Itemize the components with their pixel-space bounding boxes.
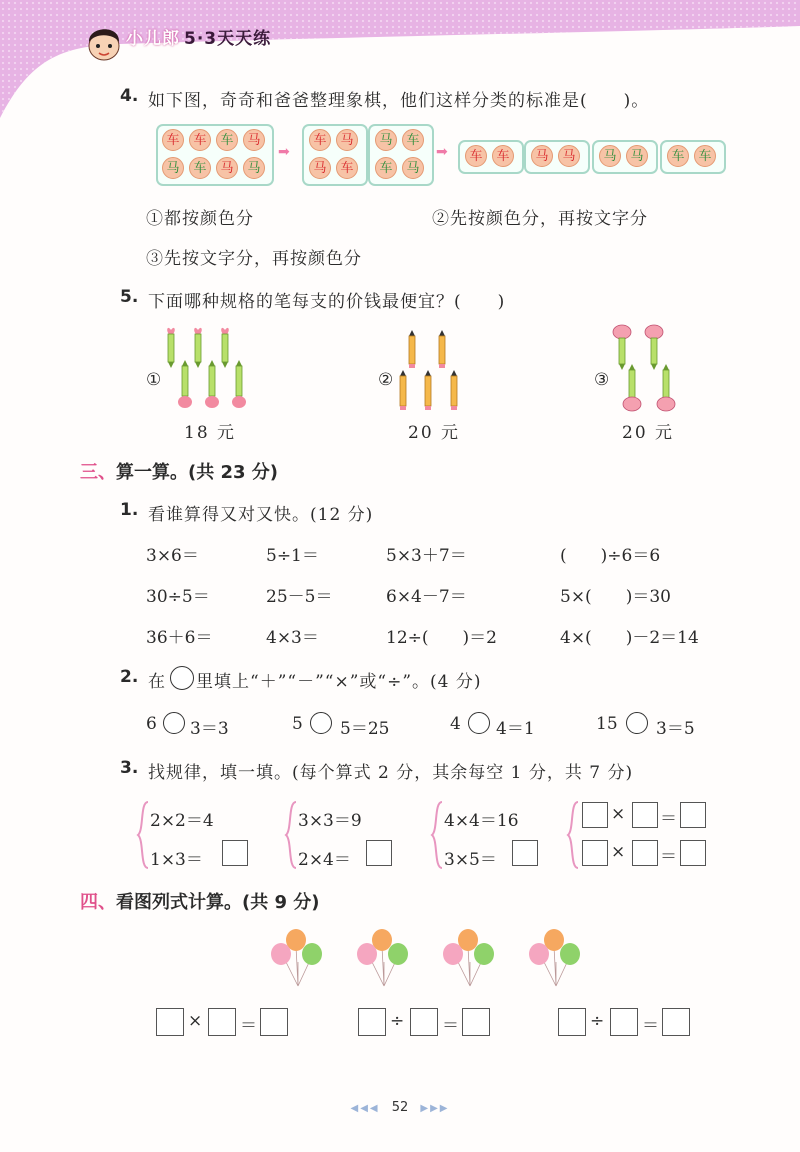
- chess-token: 马: [599, 145, 621, 167]
- brand-name: 小儿郎: [126, 29, 180, 49]
- calc-expression: 4×( )－2＝14: [560, 628, 699, 648]
- section-3-number: 三、: [80, 462, 116, 483]
- p3-text: 找规律，填一填。(每个算式 2 分，其余每空 1 分，共 7 分): [148, 763, 634, 783]
- times-sign: ×: [611, 842, 626, 862]
- equals-sign: ＝: [240, 1016, 257, 1036]
- brace-icon: [566, 800, 580, 870]
- p1-number: 1.: [120, 500, 139, 520]
- pattern-formula: 4×4＝16: [444, 811, 519, 831]
- chess-token: 马: [243, 157, 265, 179]
- answer-box[interactable]: [358, 1008, 386, 1036]
- chess-token: 车: [375, 157, 397, 179]
- section-3-heading: [80, 458, 278, 484]
- calc-expression: 30÷5＝: [146, 587, 210, 607]
- section-3-title: 算一算。(共 23 分): [116, 462, 279, 483]
- section-4-title: 看图列式计算。(共 9 分): [116, 892, 320, 913]
- answer-box[interactable]: [222, 840, 248, 866]
- brace-icon: [284, 800, 298, 870]
- answer-box[interactable]: [632, 802, 658, 828]
- calc-expression: 5÷1＝: [266, 546, 319, 566]
- section-4-heading: [80, 888, 320, 914]
- chess-token: 车: [402, 129, 424, 151]
- chess-token: 马: [531, 145, 553, 167]
- q5-text: 下面哪种规格的笔每支的价钱最便宜？( ): [148, 292, 506, 312]
- chess-group-3b: [524, 140, 590, 174]
- chess-token: 车: [667, 145, 689, 167]
- answer-box[interactable]: [680, 802, 706, 828]
- chess-token: 车: [216, 129, 238, 151]
- p3-number: 3.: [120, 758, 139, 778]
- op-right: 3＝5: [656, 719, 695, 739]
- pen-option-1-price: 18 元: [184, 423, 237, 443]
- op-answer-circle[interactable]: [468, 712, 490, 734]
- chess-token: 马: [243, 129, 265, 151]
- pen-option-2-price: 20 元: [408, 423, 461, 443]
- chess-token: 车: [492, 145, 514, 167]
- pen-option-3-price: 20 元: [622, 423, 675, 443]
- answer-box[interactable]: [610, 1008, 638, 1036]
- p2-text-pre: 在: [148, 672, 166, 692]
- pencil-set-3-icon: [610, 324, 682, 418]
- equals-sign: ＝: [442, 1016, 459, 1036]
- answer-box[interactable]: [558, 1008, 586, 1036]
- q4-option-1: ①都按颜色分: [146, 209, 254, 229]
- page-number: 52: [391, 1100, 409, 1115]
- op-answer-circle[interactable]: [310, 712, 332, 734]
- arrow-right-icon: ➡: [278, 144, 290, 160]
- q4-option-3: ③先按文字分，再按颜色分: [146, 249, 362, 269]
- chess-token: 车: [189, 157, 211, 179]
- chess-group-3c: [592, 140, 658, 174]
- chess-group-2a: [302, 124, 368, 186]
- balloon-bunch-icon: [354, 928, 414, 992]
- pattern-formula: 3×3＝9: [298, 811, 362, 831]
- chess-token: 马: [162, 157, 184, 179]
- balloon-bunch-icon: [440, 928, 500, 992]
- chess-token: 马: [309, 157, 331, 179]
- answer-box[interactable]: [208, 1008, 236, 1036]
- q4-option-2: ②先按颜色分，再按文字分: [432, 209, 648, 229]
- pattern-formula: 2×4＝: [298, 850, 351, 870]
- chess-token: 马: [216, 157, 238, 179]
- balloon-bunch-icon: [526, 928, 586, 992]
- divide-sign: ÷: [390, 1011, 405, 1031]
- pen-option-2-mark: ②: [378, 370, 395, 390]
- mascot-icon: [84, 16, 124, 62]
- answer-box[interactable]: [582, 802, 608, 828]
- chess-token: 车: [309, 129, 331, 151]
- q5-number: 5.: [120, 287, 139, 307]
- op-right: 5＝25: [340, 719, 390, 739]
- chess-group-2b: [368, 124, 434, 186]
- answer-box[interactable]: [410, 1008, 438, 1036]
- chess-token: 马: [336, 129, 358, 151]
- series-name: 5·3天天练: [184, 29, 272, 49]
- chess-group-1: [156, 124, 274, 186]
- op-answer-circle[interactable]: [626, 712, 648, 734]
- chess-group-3a: [458, 140, 524, 174]
- chess-token: 马: [626, 145, 648, 167]
- p2-number: 2.: [120, 667, 139, 687]
- divide-sign: ÷: [590, 1011, 605, 1031]
- brand-title: [126, 24, 271, 49]
- equals-sign: ＝: [642, 1016, 659, 1036]
- op-left: 4: [450, 714, 461, 734]
- chess-token: 车: [694, 145, 716, 167]
- chess-token: 马: [402, 157, 424, 179]
- calc-expression: 36＋6＝: [146, 628, 213, 648]
- times-sign: ×: [188, 1011, 203, 1031]
- pencil-set-2-icon: [398, 328, 464, 416]
- calc-expression: 5×3＋7＝: [386, 546, 467, 566]
- pen-option-3-mark: ③: [594, 370, 611, 390]
- equals-sign: ＝: [660, 847, 677, 867]
- blank-circle-icon: [170, 666, 194, 690]
- section-4-number: 四、: [80, 892, 116, 913]
- calc-expression: 25－5＝: [266, 587, 333, 607]
- answer-box[interactable]: [156, 1008, 184, 1036]
- op-right: 4＝1: [496, 719, 535, 739]
- answer-box[interactable]: [582, 840, 608, 866]
- calc-expression: ( )÷6＝6: [560, 546, 661, 566]
- chess-token: 车: [465, 145, 487, 167]
- answer-box[interactable]: [632, 840, 658, 866]
- equals-sign: ＝: [660, 809, 677, 829]
- chess-token: 车: [189, 129, 211, 151]
- op-answer-circle[interactable]: [163, 712, 185, 734]
- chess-token: 车: [162, 129, 184, 151]
- op-left: 15: [596, 714, 618, 734]
- op-left: 6: [146, 714, 157, 734]
- pen-option-1-mark: ①: [146, 370, 163, 390]
- answer-box[interactable]: [680, 840, 706, 866]
- chess-token: 马: [375, 129, 397, 151]
- op-left: 5: [292, 714, 303, 734]
- pattern-formula: 2×2＝4: [150, 811, 214, 831]
- calc-expression: 5×( )＝30: [560, 587, 671, 607]
- p1-text: 看谁算得又对又快。(12 分): [148, 505, 374, 525]
- brace-icon: [136, 800, 150, 870]
- calc-expression: 3×6＝: [146, 546, 199, 566]
- chess-token: 马: [558, 145, 580, 167]
- answer-box[interactable]: [462, 1008, 490, 1036]
- brace-icon: [430, 800, 444, 870]
- answer-box[interactable]: [662, 1008, 690, 1036]
- arrow-right-icon: ➡: [436, 144, 448, 160]
- q4-text: 如下图，奇奇和爸爸整理象棋，他们这样分类的标准是( )。: [148, 91, 650, 111]
- answer-box[interactable]: [366, 840, 392, 866]
- calc-expression: 4×3＝: [266, 628, 319, 648]
- pattern-formula: 3×5＝: [444, 850, 497, 870]
- chess-token: 车: [336, 157, 358, 179]
- right-arrows-icon: ▶▶▶: [420, 1103, 450, 1114]
- calc-expression: 12÷( )＝2: [386, 628, 497, 648]
- left-arrows-icon: ◀◀◀: [350, 1103, 380, 1114]
- answer-box[interactable]: [260, 1008, 288, 1036]
- times-sign: ×: [611, 804, 626, 824]
- pattern-formula: 1×3＝: [150, 850, 203, 870]
- pencil-set-1-icon: [165, 324, 250, 416]
- chess-group-3d: [660, 140, 726, 174]
- balloon-bunch-icon: [268, 928, 328, 992]
- answer-box[interactable]: [512, 840, 538, 866]
- op-right: 3＝3: [190, 719, 229, 739]
- calc-expression: 6×4－7＝: [386, 587, 467, 607]
- page-footer: [0, 1100, 800, 1115]
- q4-number: 4.: [120, 86, 139, 106]
- p2-text-post: 里填上“＋”“－”“×”或“÷”。(4 分): [196, 672, 482, 692]
